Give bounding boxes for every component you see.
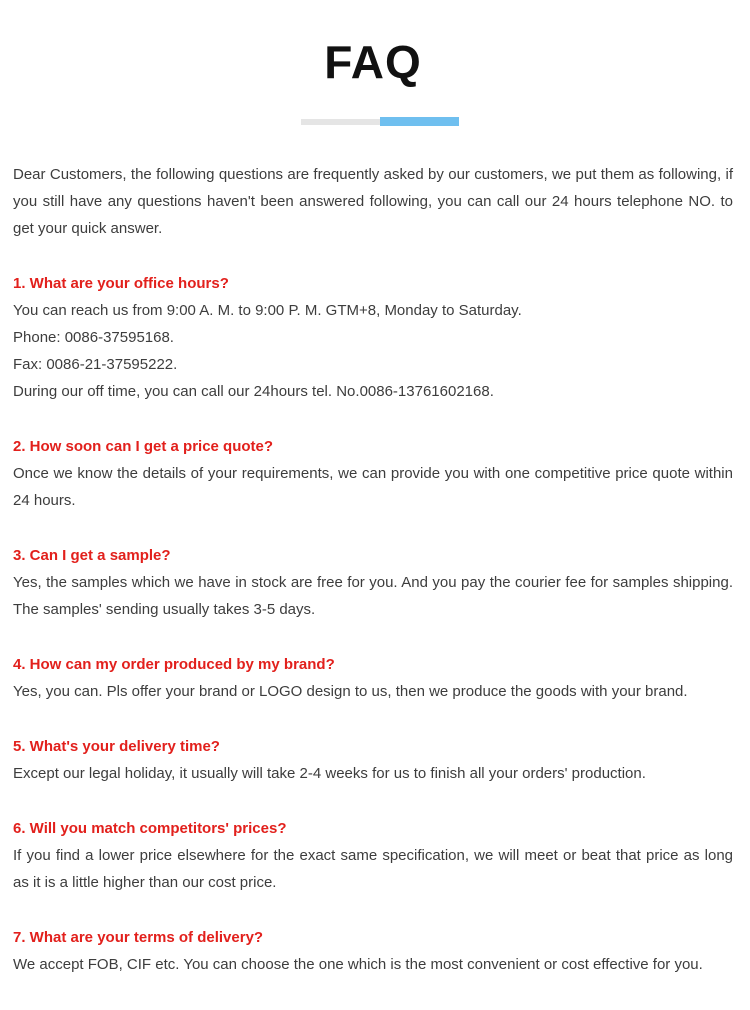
faq-section-5 [13, 733, 733, 787]
faq-question: 6. Will you match competitors' prices? [13, 820, 287, 837]
intro-paragraph: Dear Customers, the following questions are frequently asked by our customers, we put them as following, if you still have any questions haven't been answered following, you can call our 24 hours telephone NO. to get your quick answer. [13, 166, 733, 237]
faq-question: 5. What's your delivery time? [13, 738, 220, 755]
faq-section-1 [13, 270, 733, 405]
faq-section-3 [13, 542, 733, 623]
faq-answer: Except our legal holiday, it usually will take 2-4 weeks for us to finish all your orders' production. [13, 765, 646, 782]
divider-gray-segment [301, 119, 380, 125]
faq-answer: If you find a lower price elsewhere for the exact same specification, we will meet or beat that price as long as it is a little higher than our cost price. [13, 847, 733, 891]
faq-question: 7. What are your terms of delivery? [13, 929, 264, 946]
faq-answer: Yes, the samples which we have in stock are free for you. And you pay the courier fee for samples shipping. The samples' sending usually takes 3-5 days. [13, 574, 733, 618]
faq-question: 2. How soon can I get a price quote? [13, 438, 274, 455]
faq-answer: Phone: 0086-37595168. [13, 329, 174, 346]
faq-answer: During our off time, you can call our 24hours tel. No.0086-13761602168. [13, 383, 494, 400]
faq-question: 4. How can my order produced by my brand? [13, 656, 335, 673]
faq-question: 3. Can I get a sample? [13, 547, 171, 564]
faq-section-6 [13, 815, 733, 896]
faq-section-2 [13, 433, 733, 514]
faq-answer: Yes, you can. Pls offer your brand or LOGO design to us, then we produce the goods with your brand. [13, 683, 688, 700]
title-divider [301, 117, 459, 126]
faq-answer: Fax: 0086-21-37595222. [13, 356, 178, 373]
divider-blue-segment [380, 117, 459, 126]
faq-question: 1. What are your office hours? [13, 275, 229, 292]
page-title: FAQ [324, 36, 422, 88]
faq-answer: You can reach us from 9:00 A. M. to 9:00 P. M. GTM+8, Monday to Saturday. [13, 302, 522, 319]
faq-answer: We accept FOB, CIF etc. You can choose the one which is the most convenient or cost effective for you. [13, 956, 703, 973]
faq-section-7 [13, 924, 733, 978]
faq-answer: Once we know the details of your requirements, we can provide you with one competitive price quote within 24 hours. [13, 465, 733, 509]
faq-section-4 [13, 651, 733, 705]
